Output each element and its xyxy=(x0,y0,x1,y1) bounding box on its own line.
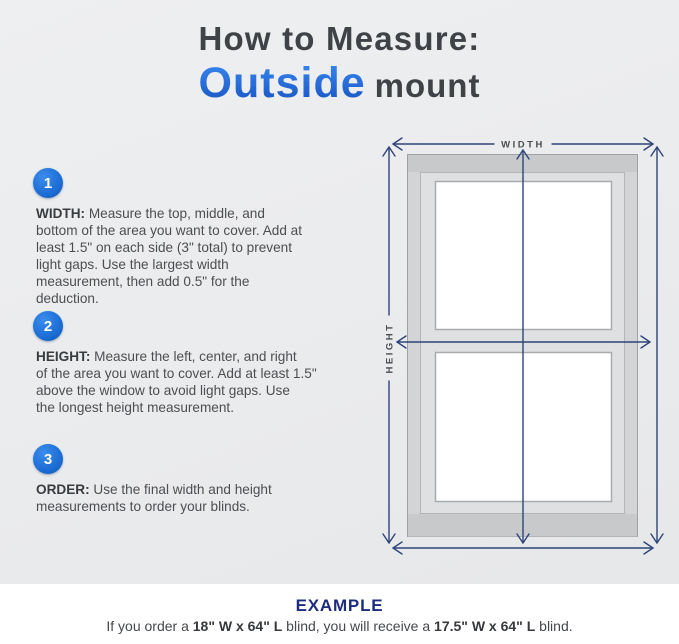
step-3-line: ORDER: Use the final width and height xyxy=(36,482,272,497)
example-receive-size: 17.5" W x 64" L xyxy=(434,618,536,634)
step-1-number-badge: 1 xyxy=(33,168,63,198)
step-2 xyxy=(31,311,381,416)
step-2-text xyxy=(36,348,381,416)
example-heading: EXAMPLE xyxy=(295,596,384,615)
example-sentence: If you order a 18" W x 64" L blind, you will receive a 17.5" W x 64" L blind. xyxy=(106,618,573,634)
step-1-line: WIDTH: Measure the top, middle, and xyxy=(36,206,265,221)
step-2-line: the longest height measurement. xyxy=(36,400,234,415)
step-2-line: of the area you want to cover. Add at least 1.5" xyxy=(36,366,317,381)
step-3-text xyxy=(36,481,381,515)
step-1-line: light gaps. Use the largest width xyxy=(36,257,229,272)
title-line2 xyxy=(0,59,679,117)
step-3 xyxy=(31,444,381,515)
step-1-lead: WIDTH: xyxy=(36,206,86,221)
step-1-line: deduction. xyxy=(36,291,99,306)
example-order-size: 18" W x 64" L xyxy=(192,618,283,634)
height-arrow-right xyxy=(651,147,663,543)
step-1-line: measurement, then add 0.5" for the xyxy=(36,274,250,289)
step-1-text xyxy=(36,205,381,307)
step-1 xyxy=(31,168,381,307)
title-highlight-outside: Outside xyxy=(198,59,366,107)
step-2-line: HEIGHT: Measure the left, center, and right xyxy=(36,349,297,364)
window-diagram-svg xyxy=(370,125,670,595)
step-3-lead: ORDER: xyxy=(36,482,90,497)
step-1-line: bottom of the area you want to cover. Add at xyxy=(36,223,303,238)
step-2-lead: HEIGHT: xyxy=(36,349,91,364)
step-2-line: above the window to avoid light gaps. Use xyxy=(36,383,290,398)
height-label: HEIGHT xyxy=(384,322,396,374)
window-measure-diagram xyxy=(370,125,670,595)
step-3-line: measurements to order your blinds. xyxy=(36,499,250,514)
title-line1: How to Measure: xyxy=(198,20,481,57)
step-3-number-badge: 3 xyxy=(33,444,63,474)
width-label: WIDTH xyxy=(501,139,545,151)
step-1-line: least 1.5" on each side (3" total) to prevent xyxy=(36,240,292,255)
step-2-number-badge: 2 xyxy=(33,311,63,341)
example-footer xyxy=(0,584,679,644)
title-suffix-mount: mount xyxy=(374,67,481,104)
page-title xyxy=(0,19,679,117)
